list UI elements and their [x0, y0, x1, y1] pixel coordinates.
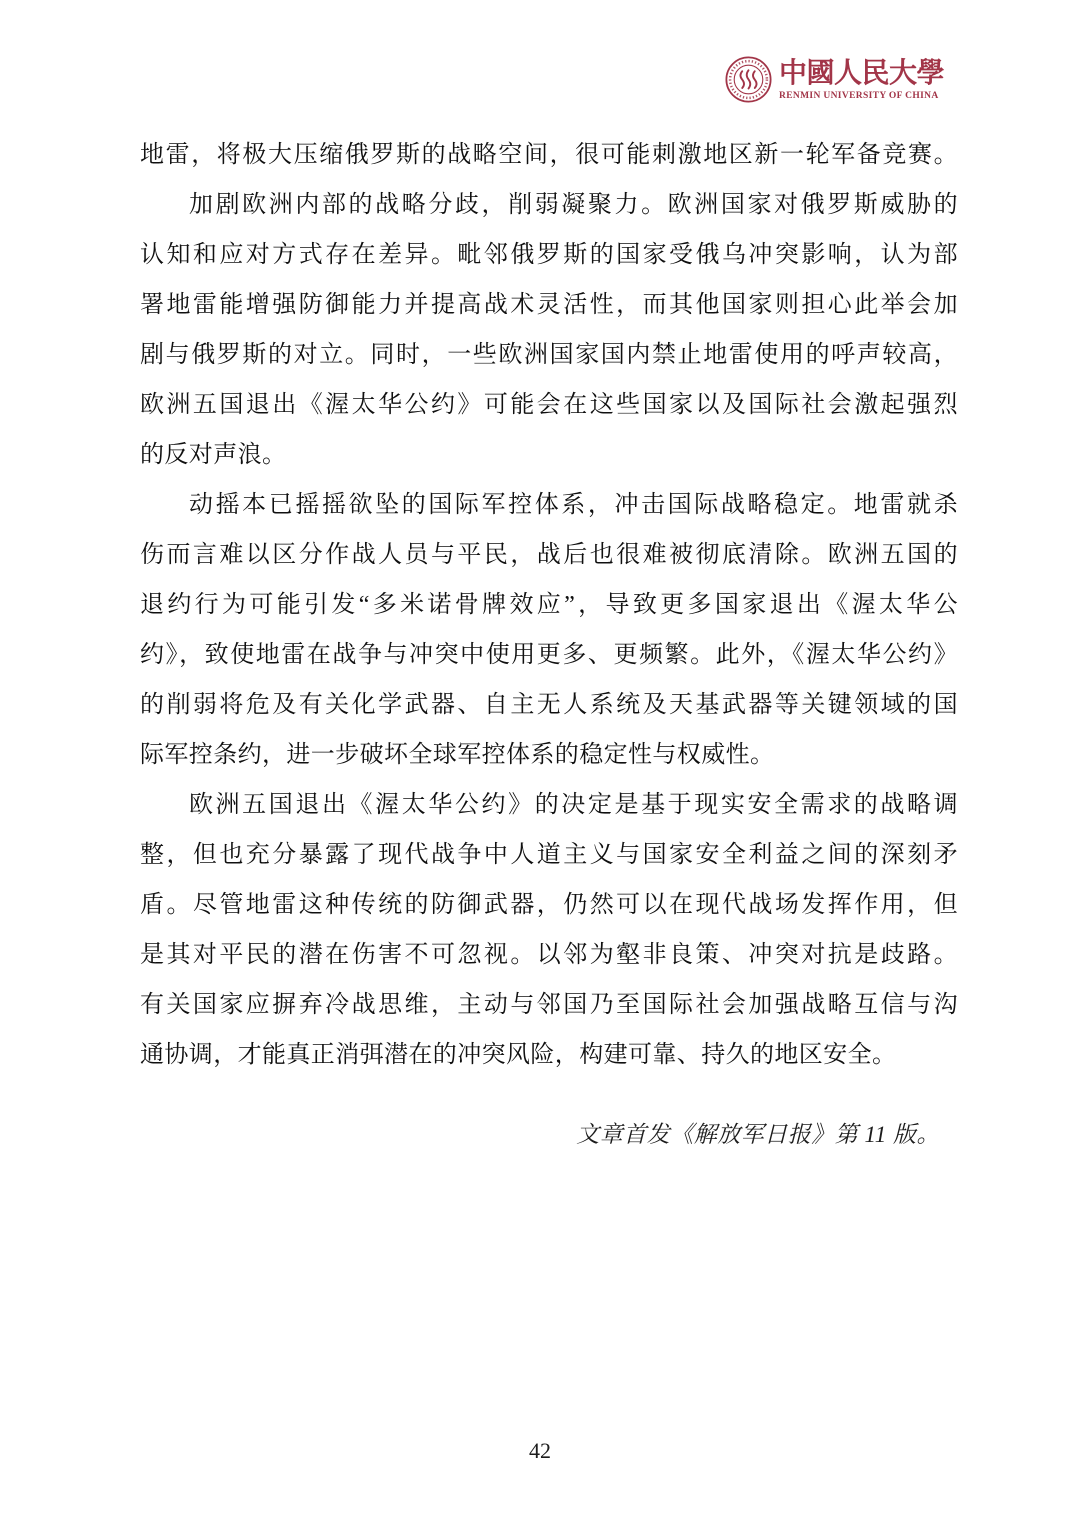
text-line: 际军控条约，进一步破坏全球军控体系的稳定性与权威性。 [140, 742, 775, 768]
text-line: 加剧欧洲内部的战略分歧，削弱凝聚力。欧洲国家对俄罗斯威胁的 [189, 192, 958, 218]
text-line: 有关国家应摒弃冷战思维，主动与邻国乃至国际社会加强战略互信与沟 [140, 992, 958, 1018]
text-line: 盾。尽管地雷这种传统的防御武器，仍然可以在现代战场发挥作用，但 [140, 892, 958, 918]
ruc-seal-icon [725, 56, 772, 103]
text-line: 动摇本已摇摇欲坠的国际军控体系，冲击国际战略稳定。地雷就杀 [189, 492, 958, 518]
page-number: 42 [529, 1438, 551, 1463]
document-body [140, 130, 958, 1080]
text-line: 伤而言难以区分作战人员与平民，战后也很难被彻底清除。欧洲五国的 [140, 542, 958, 568]
logo-en-name: RENMIN UNIVERSITY OF CHINA [778, 91, 939, 101]
text-line: 欧洲五国退出《渥太华公约》可能会在这些国家以及国际社会激起强烈 [140, 392, 958, 418]
text-line: 剧与俄罗斯的对立。同时，一些欧洲国家国内禁止地雷使用的呼声较高， [140, 342, 958, 368]
text-line: 退约行为可能引发“多米诺骨牌效应”，导致更多国家退出《渥太华公 [140, 592, 958, 618]
text-line: 认知和应对方式存在差异。毗邻俄罗斯的国家受俄乌冲突影响，认为部 [140, 242, 958, 268]
text-line: 署地雷能增强防御能力并提高战术灵活性，而其他国家则担心此举会加 [140, 292, 958, 318]
university-logo [725, 56, 944, 103]
logo-cn-name: 中國人民大學 [778, 56, 944, 89]
text-line: 约》，致使地雷在战争与冲突中使用更多、更频繁。此外，《渥太华公约》 [140, 642, 958, 668]
text-line: 地雷，将极大压缩俄罗斯的战略空间，很可能刺激地区新一轮军备竞赛。 [140, 142, 958, 168]
text-line: 欧洲五国退出《渥太华公约》的决定是基于现实安全需求的战略调 [189, 792, 958, 818]
logo-text [779, 57, 944, 102]
text-line: 的削弱将危及有关化学武器、自主无人系统及天基武器等关键领域的国 [140, 692, 958, 718]
text-line: 通协调，才能真正消弭潜在的冲突风险，构建可靠、持久的地区安全。 [140, 1042, 897, 1068]
text-line: 是其对平民的潜在伤害不可忽视。以邻为壑非良策、冲突对抗是歧路。 [140, 942, 958, 968]
text-line: 的反对声浪。 [140, 442, 287, 468]
text-line: 整，但也充分暴露了现代战争中人道主义与国家安全利益之间的深刻矛 [140, 842, 958, 868]
source-note: 文章首发《解放军日报》第 11 版。 [576, 1122, 940, 1147]
